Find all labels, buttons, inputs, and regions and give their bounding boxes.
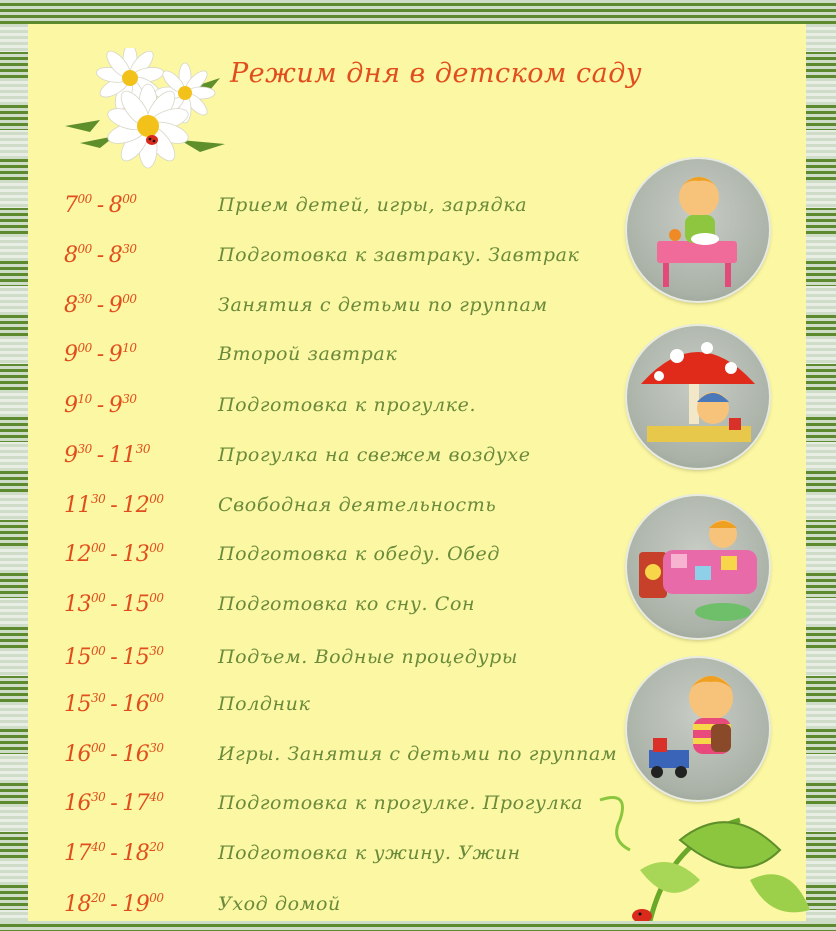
start-minute: 30 <box>77 442 92 456</box>
activity-label: Полдник <box>218 693 311 715</box>
activity-label: Подготовка к обеду. Обед <box>218 543 500 565</box>
time-separator: - <box>96 193 104 218</box>
end-hour: 15 <box>122 592 150 617</box>
time-separator: - <box>110 542 118 567</box>
start-hour: 18 <box>64 892 91 917</box>
activity-label: Подготовка к ужину. Ужин <box>218 842 521 864</box>
end-minute: 30 <box>149 741 164 755</box>
time-range <box>64 392 137 418</box>
start-minute: 10 <box>77 392 92 406</box>
time-separator: - <box>96 293 104 318</box>
time-range <box>64 741 164 767</box>
activity-label: Свободная деятельность <box>218 494 497 516</box>
end-hour: 9 <box>108 342 123 367</box>
time-separator: - <box>96 342 104 367</box>
start-hour: 9 <box>64 393 78 418</box>
chamomile-flowers-icon <box>60 48 230 170</box>
child-sleeping-icon <box>627 496 769 638</box>
time-range <box>64 691 164 717</box>
activity-label: Подготовка к завтраку. Завтрак <box>218 244 580 266</box>
end-minute: 30 <box>149 644 164 658</box>
start-hour: 11 <box>64 493 91 518</box>
start-minute: 00 <box>91 741 106 755</box>
start-minute: 40 <box>91 840 106 854</box>
child-with-toy-train-icon <box>627 658 769 800</box>
end-minute: 00 <box>149 691 164 705</box>
time-range <box>64 292 137 318</box>
child-under-mushroom-icon <box>627 326 769 468</box>
end-hour: 9 <box>108 293 123 318</box>
start-minute: 00 <box>91 644 106 658</box>
end-minute: 00 <box>149 891 164 905</box>
end-hour: 16 <box>122 692 150 717</box>
end-hour: 13 <box>122 542 150 567</box>
end-hour: 15 <box>122 645 150 670</box>
start-hour: 15 <box>64 645 91 670</box>
time-range <box>64 192 137 218</box>
end-minute: 40 <box>149 790 164 804</box>
start-minute: 30 <box>91 492 106 506</box>
activity-label: Подготовка к прогулке. Прогулка <box>218 792 584 814</box>
end-hour: 18 <box>122 841 150 866</box>
time-range <box>64 242 137 268</box>
start-hour: 9 <box>64 342 78 367</box>
start-minute: 00 <box>91 591 106 605</box>
time-range <box>64 341 137 367</box>
activity-label: Занятия с детьми по группам <box>218 294 548 316</box>
start-hour: 16 <box>64 742 91 767</box>
time-range <box>64 644 164 670</box>
end-minute: 10 <box>122 341 137 355</box>
end-minute: 00 <box>149 591 164 605</box>
leaves-decoration-icon <box>560 780 836 921</box>
end-minute: 30 <box>135 442 150 456</box>
start-hour: 13 <box>64 592 91 617</box>
start-minute: 30 <box>91 691 106 705</box>
start-minute: 30 <box>77 292 92 306</box>
start-minute: 00 <box>91 541 106 555</box>
end-hour: 8 <box>108 193 123 218</box>
end-minute: 20 <box>149 840 164 854</box>
activity-label: Подготовка ко сну. Сон <box>218 593 476 615</box>
end-minute: 30 <box>122 392 137 406</box>
end-hour: 12 <box>122 493 150 518</box>
time-separator: - <box>96 243 104 268</box>
end-minute: 00 <box>122 292 137 306</box>
time-separator: - <box>110 742 118 767</box>
start-hour: 17 <box>64 841 91 866</box>
activity-label: Подготовка к прогулке. <box>218 394 477 416</box>
time-separator: - <box>110 493 118 518</box>
time-range <box>64 541 164 567</box>
activity-label: Прогулка на свежем воздухе <box>218 444 531 466</box>
end-hour: 17 <box>122 791 150 816</box>
page-title: Режим дня в детском саду <box>230 58 643 89</box>
time-range <box>64 591 164 617</box>
time-separator: - <box>96 443 104 468</box>
time-separator: - <box>110 841 118 866</box>
time-separator: - <box>110 692 118 717</box>
time-range <box>64 840 164 866</box>
start-hour: 9 <box>64 443 78 468</box>
end-minute: 00 <box>149 492 164 506</box>
time-separator: - <box>110 645 118 670</box>
end-minute: 00 <box>149 541 164 555</box>
activity-label: Игры. Занятия с детьми по группам <box>218 743 618 765</box>
time-range <box>64 891 164 917</box>
time-separator: - <box>110 791 118 816</box>
start-hour: 7 <box>64 193 78 218</box>
time-range <box>64 442 150 468</box>
start-hour: 8 <box>64 293 78 318</box>
start-hour: 15 <box>64 692 91 717</box>
end-hour: 16 <box>122 742 150 767</box>
start-hour: 16 <box>64 791 91 816</box>
start-hour: 8 <box>64 243 78 268</box>
activity-label: Подъем. Водные процедуры <box>218 646 518 668</box>
time-range <box>64 790 164 816</box>
end-hour: 8 <box>108 243 123 268</box>
activity-label: Уход домой <box>218 893 341 915</box>
start-minute: 30 <box>91 790 106 804</box>
start-hour: 12 <box>64 542 91 567</box>
time-separator: - <box>96 393 104 418</box>
activity-label: Второй завтрак <box>218 343 398 365</box>
end-minute: 00 <box>122 192 137 206</box>
start-minute: 00 <box>77 242 92 256</box>
start-minute: 00 <box>77 192 92 206</box>
end-minute: 30 <box>122 242 137 256</box>
time-separator: - <box>110 892 118 917</box>
start-minute: 20 <box>91 891 106 905</box>
time-separator: - <box>110 592 118 617</box>
child-eating-icon <box>627 159 769 301</box>
end-hour: 9 <box>108 393 123 418</box>
start-minute: 00 <box>77 341 92 355</box>
end-hour: 19 <box>122 892 150 917</box>
end-hour: 11 <box>108 443 136 468</box>
activity-label: Прием детей, игры, зарядка <box>218 194 528 216</box>
time-range <box>64 492 164 518</box>
